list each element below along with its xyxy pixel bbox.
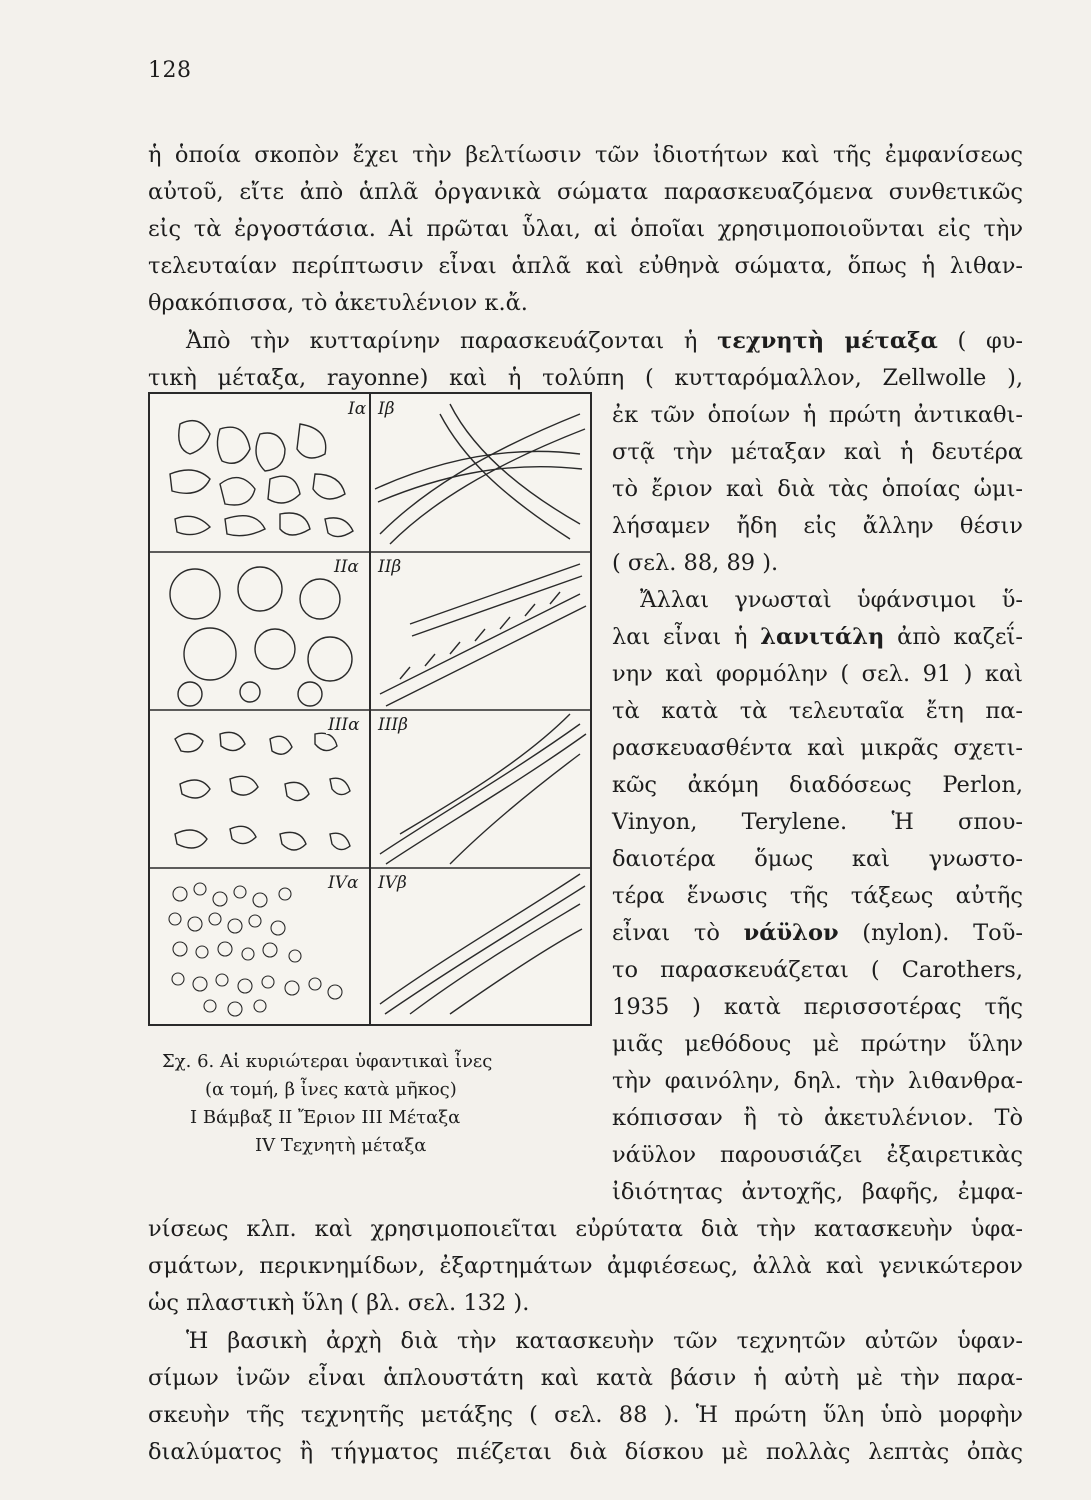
figure-label-IIb: ΙΙβ xyxy=(378,557,402,577)
text-line: ρασκευασθέντα καὶ μικρᾶς σχετι- xyxy=(612,735,1023,761)
text-line xyxy=(186,326,1023,356)
text-span: Ἀπὸ τὴν κυτταρίνην παρασκευάζονται ἡ xyxy=(186,328,718,354)
text-line: σίμων ἰνῶν εἶναι ἁπλουστάτη καὶ κατὰ βάσιν ἡ αὐτὴ μὲ τὴν παρα- xyxy=(148,1365,1023,1391)
text-line: ( σελ. 88, 89 ). xyxy=(612,550,779,576)
fibers-figure xyxy=(148,392,592,1026)
text-line: ὡς πλαστικὴ ὕλη ( βλ. σελ. 132 ). xyxy=(148,1290,530,1316)
figure-label-IIIb: ΙΙΙβ xyxy=(378,715,408,735)
figure-caption-line: Ι Βάμβαξ ΙΙ Ἔριον ΙΙΙ Μέταξα xyxy=(190,1107,461,1128)
figure-label-IVb: ΙVβ xyxy=(378,873,407,893)
text-line: τελευταίαν περίπτωσιν εἶναι ἁπλᾶ καὶ εὐθηνὰ σώματα, ὅπως ἡ λιθαν- xyxy=(148,253,1023,279)
text-line: κῶς ἀκόμη διαδόσεως Perlon, xyxy=(612,772,1023,798)
text-line: διαλύματος ἢ τήγματος πιέζεται διὰ δίσκου μὲ πολλὰς λεπτὰς ὀπὰς xyxy=(148,1439,1023,1465)
text-line: Ἄλλαι γνωσταὶ ὑφάνσιμοι ὕ- xyxy=(640,587,1023,613)
text-line: θρακόπισσα, τὸ ἀκετυλένιον κ.ἄ. xyxy=(148,290,528,316)
text-line: λήσαμεν ἤδη εἰς ἄλλην θέσιν xyxy=(612,513,1023,539)
text-line: τὰ κατὰ τὰ τελευταῖα ἔτη πα- xyxy=(612,698,1023,724)
text-line: σκευὴν τῆς τεχνητῆς μετάξης ( σελ. 88 ). Ἡ πρώτη ὕλη ὑπὸ μορφὴν xyxy=(148,1402,1023,1428)
fibers-drawing xyxy=(150,394,590,1024)
text-line: Ἡ βασικὴ ἀρχὴ διὰ τὴν κατασκευὴν τῶν τεχνητῶν αὐτῶν ὑφαν- xyxy=(186,1328,1023,1354)
figure-caption-line: Σχ. 6. Αἱ κυριώτεραι ὑφαντικαὶ ἶνες xyxy=(162,1051,493,1072)
text-line: νάϋλον παρουσιάζει ἐξαιρετικὰς xyxy=(612,1142,1023,1168)
text-line: δαιοτέρα ὅμως καὶ γνωστο- xyxy=(612,846,1023,872)
text-line: σμάτων, περικνημίδων, ἐξαρτημάτων ἀμφιέσεως, ἀλλὰ καὶ γενικώτερον xyxy=(148,1253,1023,1279)
text-line: νην καὶ φορμόλην ( σελ. 91 ) καὶ xyxy=(612,661,1023,687)
text-line xyxy=(612,918,1023,948)
text-line: εἰς τὰ ἐργοστάσια. Αἱ πρῶται ὗλαι, αἱ ὁποῖαι χρησιμοποιοῦνται εἰς τὴν xyxy=(148,216,1023,242)
text-span: εἶναι τὸ xyxy=(612,920,744,946)
text-line: αὐτοῦ, εἴτε ἀπὸ ἁπλᾶ ὀργανικὰ σώματα παρασκευαζόμενα συνθετικῶς xyxy=(148,179,1023,205)
figure-label-IVa: ΙVα xyxy=(328,873,359,893)
figure-label-IIIa: ΙΙΙα xyxy=(328,715,360,735)
figure-label-Ia: Ια xyxy=(348,399,367,419)
figure-caption-line: (α τομή, β ἶνες κατὰ μῆκος) xyxy=(205,1079,457,1100)
term-bold: τεχνητὴ μέταξα xyxy=(717,328,938,354)
text-line: Vinyon, Terylene. Ἡ σπου- xyxy=(612,809,1023,835)
text-line: το παρασκευάζεται ( Carothers, xyxy=(612,957,1023,983)
page-number: 128 xyxy=(148,58,192,83)
text-line: τὴν φαινόλην, δηλ. τὴν λιθανθρα- xyxy=(612,1068,1023,1094)
text-line: στᾷ τὴν μέταξαν καὶ ἡ δευτέρα xyxy=(612,439,1023,465)
text-line: τικὴ μέταξα, rayonne) καὶ ἡ τολύπη ( κυτταρόμαλλον, Zellwolle ), xyxy=(148,365,1023,391)
text-span: ἀπὸ καζεΐ- xyxy=(884,624,1023,650)
text-line: μιᾶς μεθόδους μὲ πρώτην ὕλην xyxy=(612,1031,1023,1057)
figure-caption-line: ΙV Τεχνητὴ μέταξα xyxy=(255,1135,427,1156)
text-line: ἡ ὁποία σκοπὸν ἔχει τὴν βελτίωσιν τῶν ἰδιοτήτων καὶ τῆς ἐμφανίσεως xyxy=(148,142,1023,168)
figure-label-Ib: Ιβ xyxy=(378,399,395,419)
text-span: (nylon). Τοῦ- xyxy=(838,920,1023,946)
figure-label-IIa: ΙΙα xyxy=(334,557,359,577)
text-line: κόπισσαν ἢ τὸ ἀκετυλένιον. Τὸ xyxy=(612,1105,1023,1131)
text-span: ( φυ- xyxy=(937,328,1023,354)
text-line: 1935 ) κατὰ περισσοτέρας τῆς xyxy=(612,994,1023,1020)
text-line: τέρα ἕνωσις τῆς τάξεως αὐτῆς xyxy=(612,883,1023,909)
text-line: ἰδιότητας ἀντοχῆς, βαφῆς, ἐμφα- xyxy=(612,1179,1023,1205)
text-span: λαι εἶναι ἡ xyxy=(612,624,761,650)
text-line xyxy=(612,622,1023,652)
term-bold: νάϋλον xyxy=(743,920,839,946)
text-line: ἐκ τῶν ὁποίων ἡ πρώτη ἀντικαθι- xyxy=(612,402,1023,428)
text-line: νίσεως κλπ. καὶ χρησιμοποιεῖται εὐρύτατα διὰ τὴν κατασκευὴν ὑφα- xyxy=(148,1216,1023,1242)
text-line: τὸ ἔριον καὶ διὰ τὰς ὁποίας ὡμι- xyxy=(612,476,1023,502)
term-bold: λανιτάλη xyxy=(760,624,885,650)
